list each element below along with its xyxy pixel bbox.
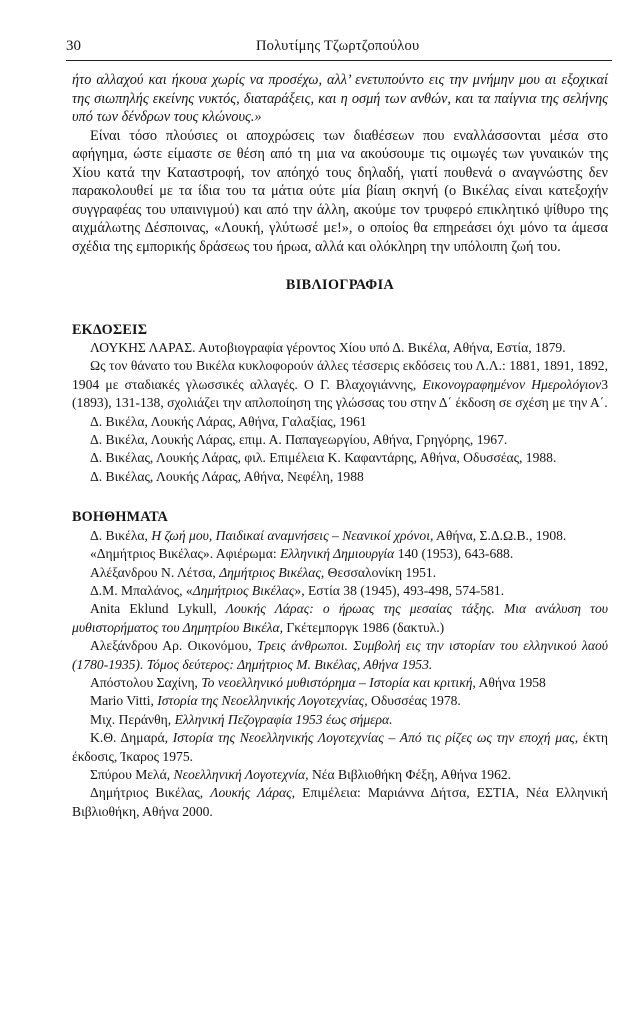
edition-entry: Δ. Βικέλας, Λουκής Λάρας, Αθήνα, Νεφέλη, 1988 <box>90 468 364 484</box>
quoted-passage: ήτο αλλαχού και ήκουα χωρίς να προσέχω, αλλ’ ενετυπούντο εις την μνήμην μου αι εξοχικαί της σιωπηλής εκείνης νυκτός, διαταράξεις, και η οσμή των ανθών, και τα παίγνια της σελήνης υπό των δένδρων τους κλώνους.» <box>72 72 608 125</box>
bibliography-title: ΒΙΒΛΙΟΓΡΑΦΙΑ <box>285 277 395 293</box>
body-paragraph: Είναι τόσο πλούσιες οι αποχρώσεις των διαθέσεων που εναλλάσσονται μέσα στο αφήγημα, ώστε είμαστε σε θέση από τη μια να ακούσουμε τις οιμωγές των γυναικών της Χίου κατά την Καταστροφή, τον απόηχό τους δηλαδή, γιατί πουθενά ο αναγνώστης δεν παρακολουθεί με τα ίδια του τα μάτια ούτε μία βίαιη σκηνή (ο Βικέλας είναι κατεξοχήν συγγραφέας του υπαινιγμού) και από την άλλη, ακούμε τον τρυφερό επικλητικό ψίθυρο της αιχμάλωτης Δέσποινας, «Λουκή, γλύτωσέ με!», ο οποίος θα επηρεάσει όχι μόνο τα άμεσα σχέδια της εμπορικής δράσεως του ήρωα, αλλά και ολόκληρη την υπόλοιπη ζωή του. <box>72 127 608 255</box>
page-number: 30 <box>66 38 81 54</box>
edition-entry: Ως τον θάνατο του Βικέλα κυκλοφορούν άλλες τέσσερις εκδόσεις του Λ.Λ.: 1881, 1891, 1892, 1904 με σταδιακές γλωσσικές αλλαγές. Ο Γ. Βλαχογιάννης, Εικονογραφημένον Ημερολόγιον3 (1893), 131-138, σχολιάζει την απλοποίηση της γλώσσας του στην Δ΄ έκδοση σε σχέση με την Α΄. <box>72 358 608 411</box>
aid-entry: Αλέξανδρου Ν. Λέτσα, Δημήτριος Βικέλας, Θεσσαλονίκη 1951. <box>90 564 437 580</box>
aid-entry: Δ. Βικέλα, Η ζωή μου, Παιδικαί αναμνήσεις – Νεανικοί χρόνοι, Αθήνα, Σ.Δ.Ω.Β., 1908. <box>90 527 567 543</box>
aid-entry: Σπύρου Μελά, Νεοελληνική Λογοτεχνία, Νέα Βιβλιοθήκη Φέξη, Αθήνα 1962. <box>90 767 512 783</box>
running-title: Πολυτίμης Τζωρτζοπούλου <box>256 38 420 54</box>
aid-entry: «Δημήτριος Βικέλας». Αφιέρωμα: Ελληνική Δημιουργία 140 (1953), 643-688. <box>90 546 514 562</box>
edition-entry: Δ. Βικέλα, Λουκής Λάρας, Αθήνα, Γαλαξίας, 1961 <box>90 413 367 429</box>
page-content <box>72 71 608 821</box>
editions-list <box>72 339 608 486</box>
aid-entry: Mario Vitti, Ιστορία της Νεοελληνικής Λογοτεχνίας, Οδυσσέας 1978. <box>90 693 461 709</box>
edition-entry: Δ. Βικέλας, Λουκής Λάρας, φιλ. Επιμέλεια Κ. Καφαντάρης, Αθήνα, Οδυσσέας, 1988. <box>90 450 557 466</box>
aids-list <box>72 527 608 822</box>
aids-heading: ΒΟΗΘΗΜΑΤΑ <box>72 509 168 526</box>
aid-entry: Αλεξάνδρου Αρ. Οικονόμου, Τρεις άνθρωποι. Συμβολή εις την ιστορίαν του ελληνικού λαού (1780-1935). Τόμος δεύτερος: Δημήτριος Μ. Βικέλας, Αθήνα 1953. <box>72 638 608 672</box>
aid-entry: Δημήτριος Βικέλας, Λουκής Λάρας, Επιμέλεια: Μαριάννα Δήτσα, ΕΣΤΙΑ, Νέα Ελληνική Βιβλιοθήκη, Αθήνα 2000. <box>72 785 609 819</box>
aid-entry: Μιχ. Περάνθη, Ελληνική Πεζογραφία 1953 έως σήμερα. <box>90 711 393 727</box>
edition-entry: ΛΟΥΚΗΣ ΛΑΡΑΣ. Αυτοβιογραφία γέροντος Χίου υπό Δ. Βικέλα, Αθήνα, Εστία, 1879. <box>90 340 566 355</box>
aid-entry: Δ.Μ. Μπαλάνος, «Δημήτριος Βικέλας», Εστία 38 (1945), 493-498, 574-581. <box>90 582 505 598</box>
page-header <box>66 38 612 61</box>
aid-entry: Anita Eklund Lykull, Λουκής Λάρας: ο ήρωας της μεσαίας τάξης. Μια ανάλυση του μυθιστορήματος του Δημητρίου Βικέλα, Γκέτεμποργκ 1986 (δακτυλ.) <box>72 601 608 635</box>
editions-heading: ΕΚΔΟΣΕΙΣ <box>72 321 148 338</box>
aid-entry: Απόστολου Σαχίνη, Το νεοελληνικό μυθιστόρημα – Ιστορία και κριτική, Αθήνα 1958 <box>90 675 546 690</box>
aid-entry: Κ.Θ. Δημαρά, Ιστορία της Νεοελληνικής Λογοτεχνίας – Από τις ρίζες ως την εποχή μας, έκτη έκδοσις, Ίκαρος 1975. <box>72 730 609 764</box>
edition-entry: Δ. Βικέλα, Λουκής Λάρας, επιμ. Α. Παπαγεωργίου, Αθήνα, Γρηγόρης, 1967. <box>90 432 508 448</box>
